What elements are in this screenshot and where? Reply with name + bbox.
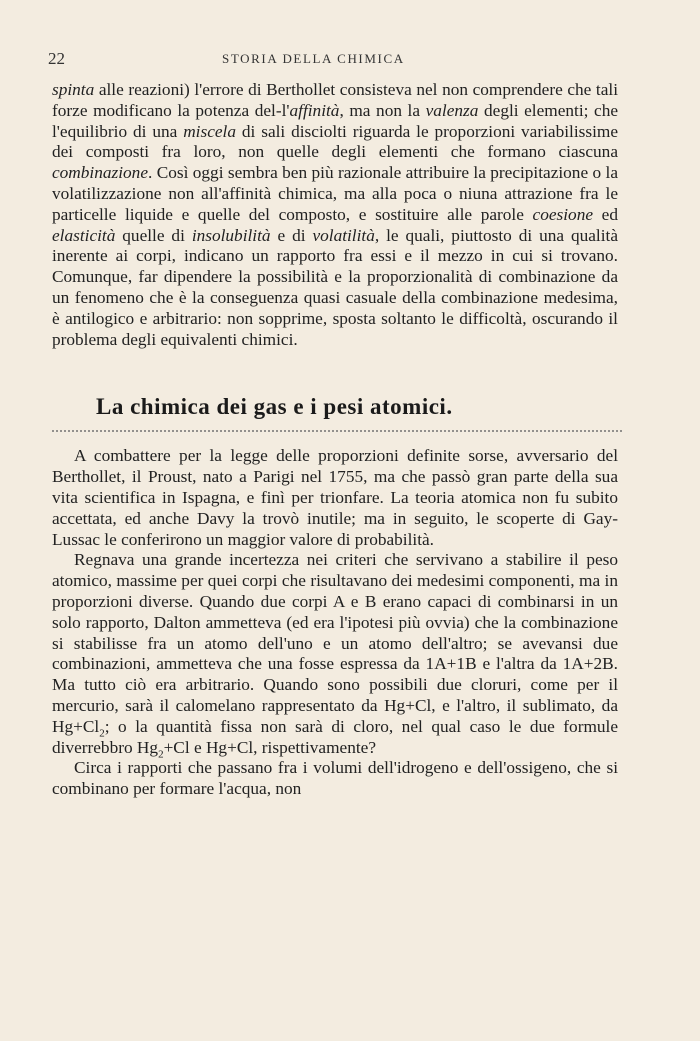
text-run: Regnava una grande incertezza nei criteri che servivano a stabilire il peso atomico, massime per quei corpi che risultavano dei medesimi componenti, ma in proporzioni diverse. Quando due corpi A e B erano capaci di combinarsi in un solo rapporto, Dalton ammetteva (ed era l'ipotesi più ovvia) che la combinazione si stabilisse fra un atomo dell'uno e un atomo dell'altro; se avevansi due combinazioni, ammetteva che una fosse espressa da 1A+1B e l'altra da 1A+2B. Ma tutto ciò era arbitrario. Quando sono possibili due cloruri, come per il mercurio, sarà il calomelano rappresentato da Hg+Cl, e l'altro, il sublimato, da Hg+Cl (52, 550, 618, 736)
running-title: STORIA DELLA CHIMICA (222, 51, 405, 66)
italic-term: insolubilità (191, 225, 271, 245)
italic-term: affinità (289, 100, 340, 120)
italic-term: valenza (425, 100, 479, 120)
text-run: ed (593, 204, 618, 224)
italic-term: elasticità (52, 225, 116, 245)
paragraph (52, 80, 618, 350)
text-run: e di (270, 225, 313, 245)
paragraph: Circa i rapporti che passano fra i volumi dell'idrogeno e dell'ossigeno, che si combinano per formare l'acqua, non (52, 758, 618, 799)
text-run: . Così oggi sembra ben più razionale attribuire la precipitazione o la volatilizzazione non all'affinità chimica, ma alla poca o niuna attrazione fra le particelle liquide e quelle del composto, e sostituire alle parole (52, 163, 618, 224)
text-run: di sali disciolti riguarda le proporzioni variabilissime dei composti fra loro, non quelle degli elementi che formano ciascuna (52, 121, 618, 162)
text-run: degli elementi; che l'equilibrio di una (52, 100, 619, 141)
top-paragraph-block (52, 80, 618, 350)
text-run: , ma non la (339, 100, 426, 120)
paragraph (52, 550, 618, 758)
italic-term: miscela (183, 121, 236, 141)
text-run: +Cl e Hg+Cl, rispettivamente? (163, 737, 376, 757)
text-run: , le quali, piuttosto di una qualità inerente ai corpi, indicano un rapporto fra essi e il mezzo in cui si trovano. Comunque, far dipendere la possibilità e la proporzionalità di combinazione da un fenomeno che è la conseguenza quasi casuale della combinazione medesima, è antilogico e arbitrario: non sopprime, sposta soltanto le difficoltà, oscurando il problema degli equivalenti chimici. (52, 225, 618, 349)
text-run: ; o la quantità fissa non sarà di cloro, nel qual caso le due formule diverrebbro Hg (52, 716, 618, 757)
italic-term: spinta (52, 80, 95, 99)
paragraph: A combattere per la legge delle proporzioni definite sorse, avversario del Berthollet, il Proust, nato a Parigi nel 1755, ma che passò gran parte della sua vita scientifica in Ispagna, e finì per trionfare. La teoria atomica non fu subito accettata, ed anche Davy la trovò inutile; ma in seguito, le scoperte di Gay-Lussac le conferirono un maggior valore di probabilità. (52, 446, 618, 549)
text-run: alle reazioni) l'errore di Berthollet consisteva nel non comprendere che tali forze modificano la potenza del-l' (52, 80, 618, 120)
text-run: quelle di (115, 225, 192, 245)
italic-term: volatilità (312, 225, 375, 245)
section-body (52, 446, 618, 800)
running-head (48, 46, 618, 68)
page-number: 22 (48, 49, 65, 68)
italic-term: coesione (532, 204, 594, 224)
section-title: La chimica dei gas e i pesi atomici. (96, 394, 453, 420)
italic-term: combinazione (52, 163, 148, 183)
title-rule (52, 424, 622, 432)
book-page (48, 46, 619, 800)
subscript: 2 (99, 727, 105, 740)
subscript: 2 (158, 747, 164, 760)
